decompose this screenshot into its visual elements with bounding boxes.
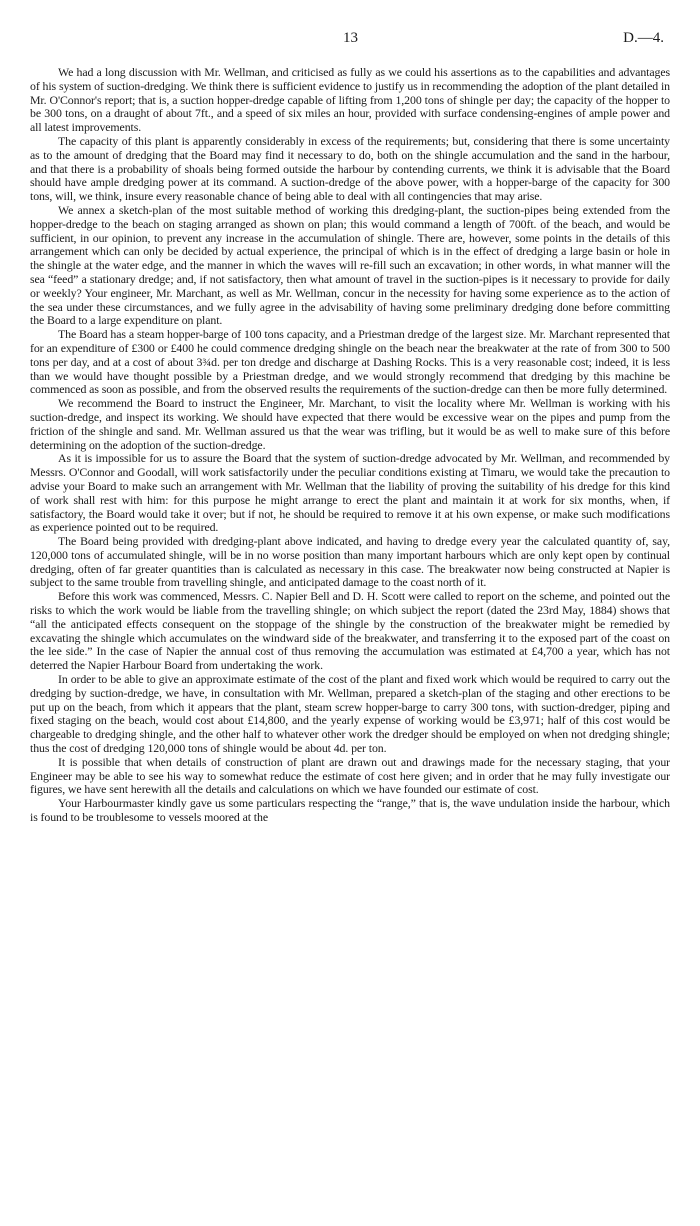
paragraph: Before this work was commenced, Messrs. C. Napier Bell and D. H. Scott were called to report on the scheme, and pointed out the risks to which the work would be liable from the travelling shingle; on which subject the report (dated the 23rd May, 1884) shows that “all the anticipated effects consequent on the stoppage of the shingle by the construction of the breakwater might be remedied by excavating the shingle which accumulates on the windward side of the breakwater, and transferring it to the exposed part of the coast on the lee side.” In the case of Napier the annual cost of thus removing the accumulation was estimated at £4,700 a year, which has not deterred the Napier Harbour Board from undertaking the work. [30,589,670,673]
paragraph: The Board has a steam hopper-barge of 100 tons capacity, and a Priestman dredge of the largest size. Mr. Marchant represented that for an expenditure of £300 or £400 he could commence dredging shingle on the beach near the breakwater at the rate of from 300 to 500 tons per day, and at a cost of about 3¾d. per ton dredge and discharge at Dashing Rocks. This is a very reasonable cost; indeed, it is less than we would have thought possible by a Priestman dredge, and we would strongly recommend that dredging by this machine be commenced as soon as possible, and from the observed results the requirements of the suction-dredge can then be more fully determined. [30,327,670,397]
paragraph: The Board being provided with dredging-plant above indicated, and having to dredge every year the calculated quantity of, say, 120,000 tons of accumulated shingle, will be in no worse position than many important harbours which are only kept open by continual dredging, often of far greater quantities than is calculated as necessary in this case. The breakwater now being constructed at Napier is subject to the same trouble from travelling shingle, and anticipated damage to the coast north of it. [30,534,670,590]
paragraph: The capacity of this plant is apparently considerably in excess of the requirements; but, considering that there is some uncertainty as to the amount of dredging that the Board may find it necessary to do, both on the shingle accumulation and the sand in the harbour, and that there is a probability of shoals being formed outside the harbour by contending currents, we think it is advisable that the Board should have ample dredging power at its command. A suction-dredge of the above power, with a hopper-barge of the capacity for 300 tons, will, we think, insure every reasonable chance of being able to deal with all contingencies that may arise. [30,133,670,204]
page-header [30,30,670,56]
paragraph: We recommend the Board to instruct the Engineer, Mr. Marchant, to visit the locality where Mr. Wellman is working with his suction-dredge, and inspect its working. We should have expected that there would be excessive wear on the pipes and pump from the friction of the shingle and sand. Mr. Wellman assured us that the wear was trifling, but it would be as well to make sure of this before determining on the adoption of the suction-dredge. [30,396,670,452]
paragraph: We annex a sketch-plan of the most suitable method of working this dredging-plant, the suction-pipes being extended from the hopper-dredge to the beach on staging arranged as shown on plan; this would command a length of 700ft. of the beach, and would be sufficient, in our opinion, to prevent any increase in the accumulation of shingle. There are, however, some points in the details of this arrangement which can only be decided by actual experience, the principal of which is in the effect of dredging a large basin or hole in the shingle at the water edge, and the manner in which the waves will re-fill such an excavation; in other words, in what manner will the sea “feed” a stationary dredge; and, if not satisfactory, then what amount of travel in the suction-pipes is it necessary to provide for daily or weekly? Your engineer, Mr. Marchant, as well as Mr. Wellman, concur in the necessity for having some experience as to the action of the sea under these circumstances, and we fully agree in the advisability of having some preliminary dredging done before committing the Board to a large expenditure on plant. [30,202,670,328]
paragraph: We had a long discussion with Mr. Wellman, and criticised as fully as we could his assertions as to the capabilities and advantages of his system of suction-dredging. We think there is sufficient evidence to justify us in recommending the adoption of the plant detailed in Mr. O'Connor's report; that is, a suction hopper-dredge capable of lifting from 1,200 tons of shingle per day; the capacity of the hopper to be 300 tons, on a draught of about 7ft., and a speed of six miles an hour, provided with surface condensing-engines of ample power and all latest improvements. [30,65,670,135]
paragraph: As it is impossible for us to assure the Board that the system of suction-dredge advocated by Mr. Wellman, and recommended by Messrs. O'Connor and Goodall, will work satisfactorily under the peculiar conditions existing at Timaru, we would take the precaution to advise your Board to make such an arrangement with Mr. Wellman that the liability of proving the suitability of his dredge for this kind of work shall rest with him: for this purpose he might arrange to erect the plant and maintain it at work for six months, when, if satisfactory, the Board would take it over; but if not, he should be required to remove it at his own expense, or make such modifications as experience pointed out to be required. [30,451,670,535]
paragraph: It is possible that when details of construction of plant are drawn out and drawings made for the necessary staging, that your Engineer may be able to see his way to somewhat reduce the estimate of cost here given; and in order that he may fully investigate our figures, we have sent herewith all the details and calculations on which we have founded our estimate of cost. [30,754,670,797]
paragraph: In order to be able to give an approximate estimate of the cost of the plant and fixed work which would be required to carry out the dredging by suction-dredge, we have, in consultation with Mr. Wellman, prepared a sketch-plan of the staging and other erections to be put up on the beach, from which it appears that the plant, steam screw hopper-barge to carry 300 tons, with suction-dredger, piping and fixed staging on the beach, would cost about £14,800, and the yearly expense of working would be £3,971; half of this cost would be chargeable to dredging shingle, and the other half to whatever other work the dredger should be employed on when not dredging shingle; thus the cost of dredging 120,000 tons of shingle would be about 4d. per ton. [30,672,670,756]
paragraph: Your Harbourmaster kindly gave us some particulars respecting the “range,” that is, the wave undulation inside the harbour, which is found to be troublesome to vessels moored at the [30,796,670,825]
body-text [30,66,670,825]
document-reference: D.—4. [623,30,664,46]
page-number: 13 [343,30,358,46]
